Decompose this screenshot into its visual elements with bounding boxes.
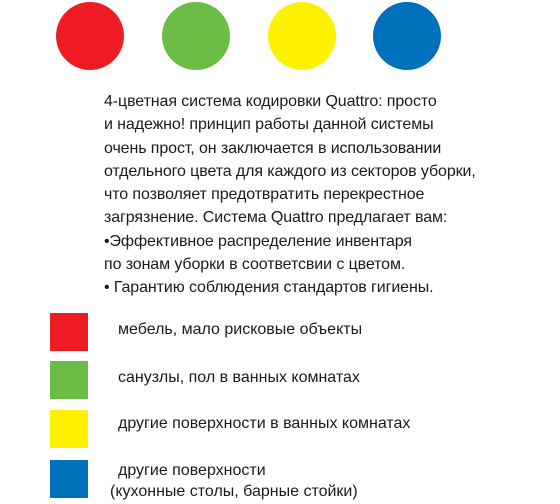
description-line: •Эффективное распределение инвентаря (104, 232, 412, 250)
legend-blue-square (50, 460, 88, 498)
legend-yellow-square (50, 410, 88, 448)
legend-green-square (50, 361, 88, 399)
description-line: и надежно! принцип работы данной системы (104, 116, 434, 134)
blue-circle (373, 2, 441, 70)
description-line: очень прост, он заключается в использовании (104, 139, 442, 157)
legend-yellow-label: другие поверхности в ванных комнатах (118, 415, 411, 432)
legend-blue-sublabel: (кухонные столы, барные стойки) (110, 483, 358, 500)
red-circle (56, 2, 124, 70)
legend-red-square (50, 313, 88, 351)
description-line: по зонам уборки в соответсвии с цветом. (104, 256, 406, 274)
legend-green-label: санузлы, пол в ванных комнатах (118, 369, 360, 386)
description-line: • Гарантию соблюдения стандартов гигиены. (104, 279, 434, 297)
legend-red-label: мебель, мало рисковые объекты (118, 321, 363, 338)
description-line: загрязнение. Система Quattro предлагает вам: (104, 209, 448, 227)
description-line: 4-цветная система кодировки Quattro: просто (104, 93, 437, 110)
yellow-circle (268, 2, 336, 70)
legend-blue-label: другие поверхности (118, 462, 266, 479)
description-line: что позволяет предотвратить перекрестное (104, 186, 425, 204)
description-line: отдельного цвета для каждого из секторов уборки, (104, 162, 476, 180)
description-paragraph (104, 90, 544, 300)
green-circle (162, 2, 230, 70)
